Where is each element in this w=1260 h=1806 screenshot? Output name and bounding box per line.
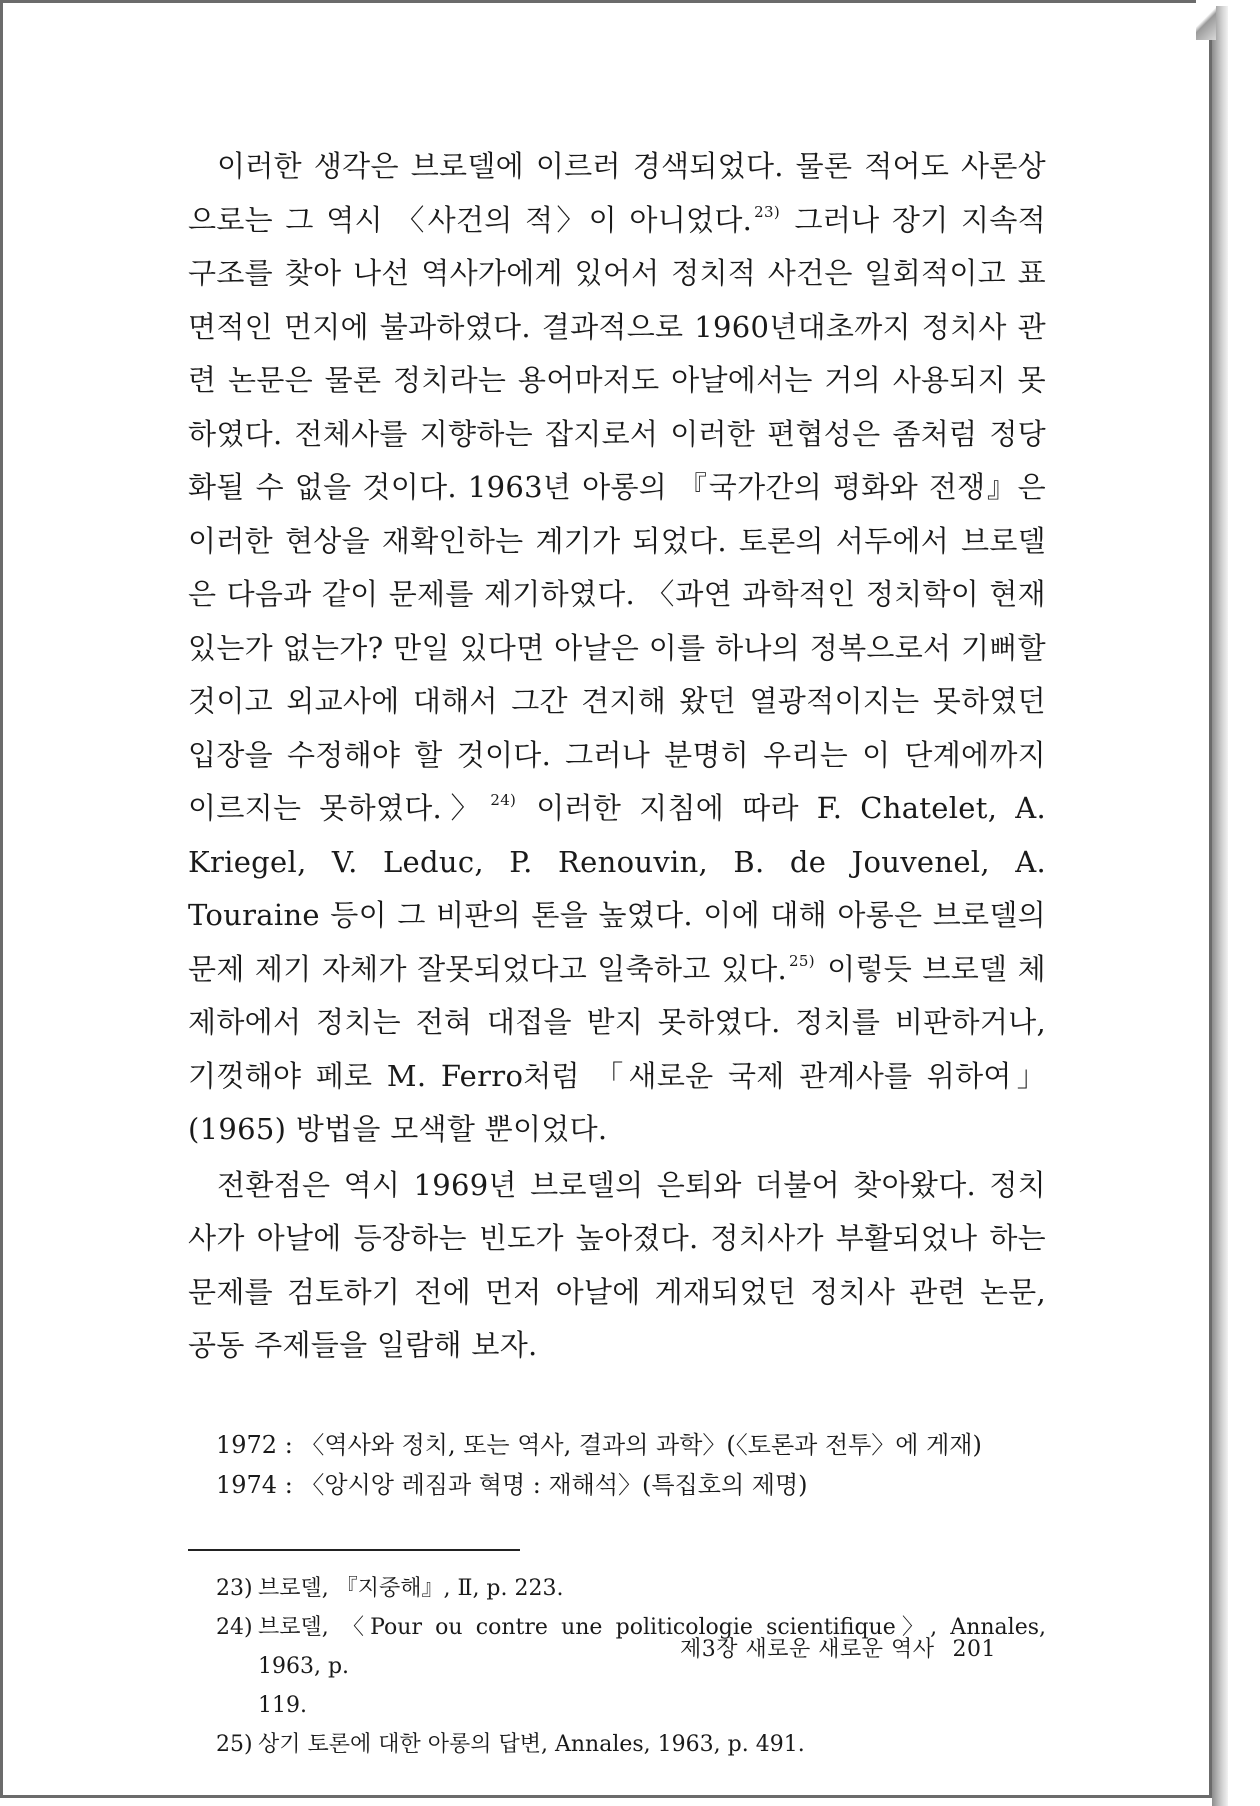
footnote-text: 상기 토론에 대한 아롱의 답변, Annales, 1963, p. 491. bbox=[258, 1731, 805, 1757]
footnote-ref-25: 25) bbox=[789, 951, 815, 970]
page-content bbox=[188, 140, 1046, 1764]
footnote-text: 브로델, 〈Pour ou contre une politicologie scientifique〉, Annales, 1963, p. bbox=[258, 1614, 1046, 1679]
footnote-24 bbox=[216, 1608, 1046, 1725]
running-head: 제3장 새로운 새로운 역사 bbox=[680, 1637, 935, 1662]
footnote-divider bbox=[188, 1549, 520, 1551]
footnote-25 bbox=[216, 1725, 1046, 1764]
page-corner-curl bbox=[1196, 0, 1216, 40]
paragraph-1-segment: 이러한 지침에 따라 F. Chatelet, A. Kriegel, V. Leduc, P. Renouvin, B. de Jouvenel, A. Touraine 등이 그 비판의 톤을 높였다. 이에 대해 아롱은 브로델의 문제 제기 자체가 잘못되었다고 일축하고 있다. bbox=[188, 791, 1046, 986]
footnote-text: 브로델, 『지중해』, Ⅱ, p. 223. bbox=[258, 1575, 564, 1601]
footnote-continuation: 119. bbox=[258, 1692, 307, 1718]
footnote-23 bbox=[216, 1569, 1046, 1608]
body-text bbox=[188, 140, 1046, 1373]
paragraph-2-segment: 전환점은 역시 1969년 브로델의 은퇴와 더불어 찾아왔다. 정치사가 아날에 등장하는 빈도가 높아졌다. 정치사가 부활되었나 하는 문제를 검토하기 전에 먼저 아날에 게재되었던 정치사 관련 논문, 공동 주제들을 일람해 보자. bbox=[188, 1167, 1046, 1362]
publication-list bbox=[188, 1425, 1046, 1505]
footnote-number: 23) bbox=[216, 1575, 253, 1601]
paragraph-1-segment: 이렇듯 브로델 체제하에서 정치는 전혀 대접을 받지 못하였다. 정치를 비판하거나, 기껏해야 페로 M. Ferro처럼 「새로운 국제 관계사를 위하여」(1965) 방법을 모색할 뿐이었다. bbox=[188, 951, 1046, 1146]
paragraph-2 bbox=[188, 1159, 1046, 1373]
paragraph-1-segment: 이러한 생각은 브로델에 이르러 경색되었다. 물론 적어도 사론상으로는 그 역시 〈사건의 적〉이 아니었다. bbox=[188, 149, 1046, 237]
paragraph-1-segment: 그러나 장기 지속적 구조를 찾아 나선 역사가에게 있어서 정치적 사건은 일회적이고 표면적인 먼지에 불과하였다. 결과적으로 1960년대초까지 정치사 관련 논문은 물론 정치라는 용어마저도 아날에서는 거의 사용되지 못하였다. 전체사를 지향하는 잡지로서 이러한 편협성은 좀처럼 정당화될 수 없을 것이다. 1963년 아롱의 『국가간의 평화와 전쟁』은 이러한 현상을 재확인하는 계기가 되었다. 토론의 서두에서 브로델은 다음과 같이 문제를 제기하였다. 〈과연 과학적인 정치학이 현재 있는가 없는가? 만일 있다면 아날은 이를 하나의 정복으로서 기뻐할 것이고 외교사에 대해서 그간 견지해 왔던 열광적이지는 못하였던 입장을 수정해야 할 것이다. 그러나 분명히 우리는 이 단계에까지 이르지는 못하였다.〉 bbox=[188, 202, 1046, 825]
page-number: 201 bbox=[952, 1637, 996, 1662]
footnote-ref-23: 23) bbox=[754, 202, 781, 221]
footnotes bbox=[188, 1569, 1046, 1764]
list-item: 1974 : 〈앙시앙 레짐과 혁명 : 재해석〉(특집호의 제명) bbox=[216, 1470, 808, 1499]
footnote-ref-24: 24) bbox=[490, 791, 517, 809]
running-footer bbox=[680, 1632, 996, 1663]
page-edge-shadow bbox=[1212, 6, 1228, 1806]
footnote-number: 24) bbox=[216, 1614, 253, 1640]
paragraph-1 bbox=[188, 140, 1046, 1157]
footnote-number: 25) bbox=[216, 1731, 253, 1757]
list-item: 1972 : 〈역사와 정치, 또는 역사, 결과의 과학〉(〈토론과 전투〉에 게재) bbox=[216, 1430, 982, 1459]
